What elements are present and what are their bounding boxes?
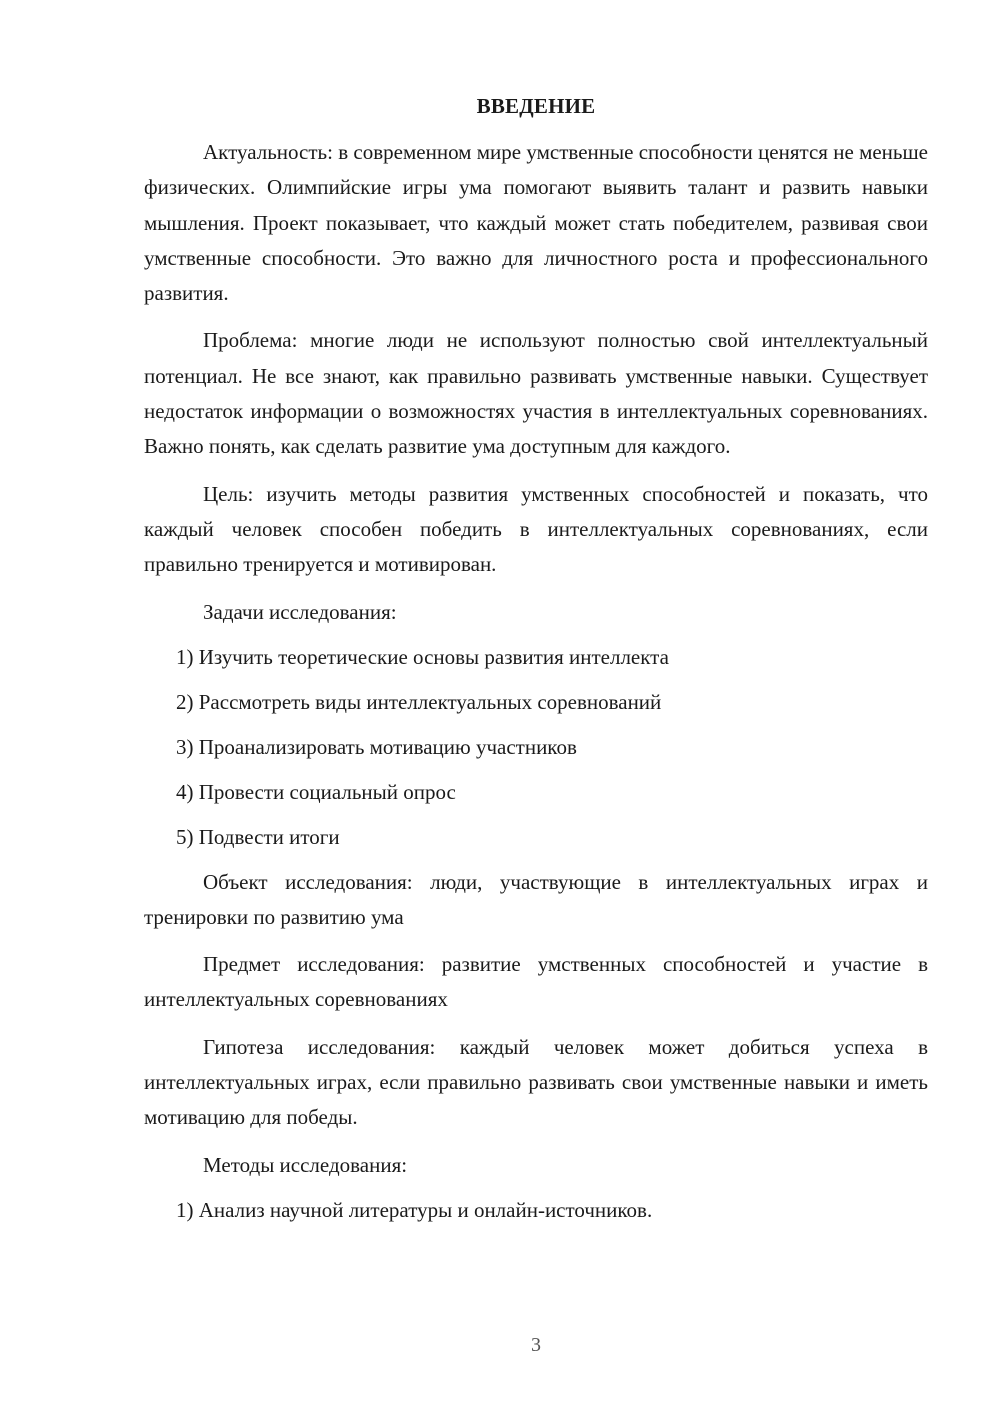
list-item: 1) Анализ научной литературы и онлайн-источников.	[176, 1197, 653, 1222]
subject-paragraph: Предмет исследования: развитие умственных способностей и участие в интеллектуальных соревнованиях	[144, 952, 928, 1012]
list-item: 2) Рассмотреть виды интеллектуальных соревнований	[176, 689, 662, 714]
methods-heading: Методы исследования:	[203, 1152, 408, 1177]
tasks-heading: Задачи исследования:	[203, 599, 397, 624]
tasks-list	[144, 640, 928, 855]
list-item: 4) Провести социальный опрос	[176, 779, 456, 804]
list-item: 3) Проанализировать мотивацию участников	[176, 734, 577, 759]
methods-list	[144, 1193, 928, 1228]
relevance-paragraph: Актуальность: в современном мире умственные способности ценятся не меньше физических. Олимпийские игры ума помогают выявить талант и развить навыки мышления. Проект показывает, что каждый может стать победителем, развивая свои умственные способности. Это важно для личностного роста и профессионального развития.	[144, 140, 928, 306]
page-number: 3	[531, 1334, 541, 1356]
list-item: 1) Изучить теоретические основы развития интеллекта	[176, 644, 669, 669]
document-page	[144, 94, 928, 1238]
problem-paragraph: Проблема: многие люди не используют полностью свой интеллектуальный потенциал. Не все знают, как правильно развивать умственные навыки. Существует недостаток информации о возможностях участия в интеллектуальных соревнованиях. Важно понять, как сделать развитие ума доступным для каждого.	[144, 328, 928, 459]
list-item: 5) Подвести итоги	[176, 824, 340, 849]
hypothesis-paragraph: Гипотеза исследования: каждый человек может добиться успеха в интеллектуальных играх, если правильно развивать свои умственные навыки и иметь мотивацию для победы.	[144, 1034, 928, 1130]
goal-paragraph: Цель: изучить методы развития умственных способностей и показать, что каждый человек способен победить в интеллектуальных соревнованиях, если правильно тренируется и мотивирован.	[144, 481, 928, 577]
object-paragraph: Объект исследования: люди, участвующие в интеллектуальных играх и тренировки по развитию ума	[144, 869, 928, 929]
page-title: ВВЕДЕНИЕ	[476, 94, 596, 118]
